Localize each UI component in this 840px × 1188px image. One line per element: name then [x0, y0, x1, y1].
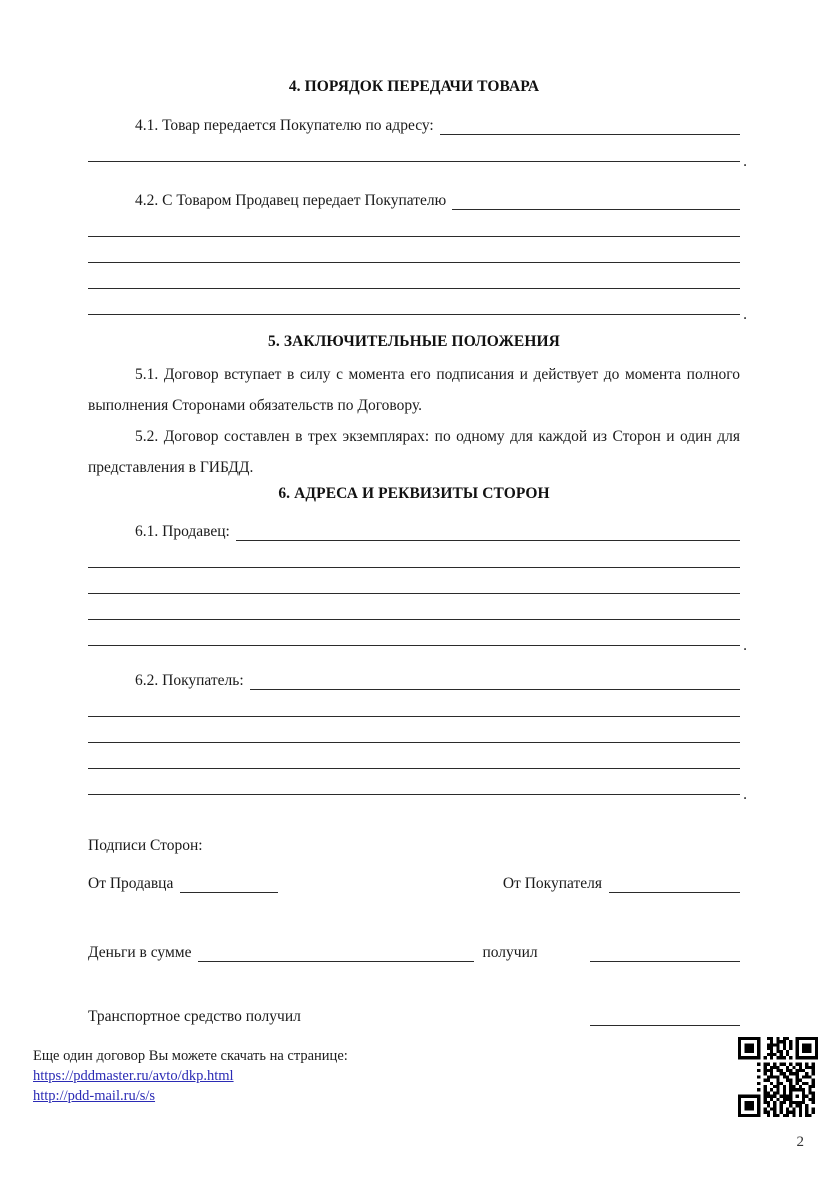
blank-line-wrap-6-1-5: [88, 645, 740, 646]
money-received-rule[interactable]: [590, 961, 740, 962]
footer-link-primary[interactable]: https://pddmaster.ru/avto/dkp.html: [33, 1068, 234, 1084]
field-row-4-2: [88, 188, 740, 214]
fill-in-rule-6-1[interactable]: [236, 540, 740, 541]
buyer-signature-rule[interactable]: [609, 892, 740, 893]
section-heading-delivery: 4. ПОРЯДОК ПЕРЕДАЧИ ТОВАРА: [288, 78, 540, 95]
vehicle-received-label: Транспортное средство получил: [88, 1008, 301, 1025]
seller-signature-cell: [88, 871, 278, 897]
money-amount-label: Деньги в сумме: [88, 944, 192, 961]
field-row-6-1: [88, 519, 740, 545]
clause-4-1-label: 4.1. Товар передается Покупателю по адресу:: [135, 117, 434, 134]
fill-in-rule-4-1[interactable]: [440, 134, 740, 135]
buyer-signature-cell: [503, 871, 740, 897]
vehicle-received-rule[interactable]: [590, 1025, 740, 1026]
footer-link-secondary[interactable]: http://pdd-mail.ru/s/s: [33, 1088, 156, 1104]
signature-row-parties: [88, 871, 740, 897]
signatures-title: Подписи Сторон:: [88, 837, 203, 854]
clause-4-2-label: 4.2. С Товаром Продавец передает Покупателю: [135, 192, 447, 209]
fill-in-rule-4-2-5[interactable]: [88, 314, 740, 315]
signature-row-money: [88, 940, 740, 966]
fill-in-rule-6-2[interactable]: [250, 689, 740, 690]
buyer-signature-label: От Покупателя: [502, 875, 602, 892]
footer-promo-text: Еще один договор Вы можете скачать на странице:: [33, 1048, 348, 1064]
page-number: 2: [796, 1134, 804, 1150]
footer: [33, 1046, 348, 1106]
clause-5-1-text: 5.1. Договор вступает в силу с момента его подписания и действует до момента полного выполнения Сторонами обязательств по Договору.: [88, 366, 740, 414]
seller-signature-label: От Продавца: [88, 875, 174, 892]
blank-line-wrap-4-1-2: [88, 161, 740, 162]
blank-line-wrap-6-2-5: [88, 794, 740, 795]
field-row-6-2: [88, 668, 740, 694]
blank-line-wrap-4-2-5: [88, 314, 740, 315]
fill-in-rule-6-1-5[interactable]: [88, 645, 740, 646]
seller-signature-rule[interactable]: [180, 892, 278, 893]
document-body: [88, 0, 740, 1030]
money-received-label: получил: [482, 944, 538, 961]
money-amount-rule[interactable]: [198, 961, 474, 962]
fill-in-rule-4-1-2[interactable]: [88, 161, 740, 162]
fill-in-rule-4-2[interactable]: [452, 209, 740, 210]
section-heading-requisites: 6. АДРЕСА И РЕКВИЗИТЫ СТОРОН: [278, 485, 550, 502]
signature-row-vehicle: [88, 1004, 740, 1030]
clause-6-1-label: 6.1. Продавец:: [135, 523, 230, 540]
fill-in-rule-6-2-5[interactable]: [88, 794, 740, 795]
clause-5-2-text: 5.2. Договор составлен в трех экземплярах: по одному для каждой из Сторон и один для представления в ГИБДД.: [88, 428, 740, 476]
qr-code-icon: [738, 1037, 818, 1117]
clause-6-2-label: 6.2. Покупатель:: [135, 672, 244, 689]
field-row-4-1: [88, 113, 740, 139]
section-heading-final-provisions: 5. ЗАКЛЮЧИТЕЛЬНЫЕ ПОЛОЖЕНИЯ: [268, 333, 560, 350]
